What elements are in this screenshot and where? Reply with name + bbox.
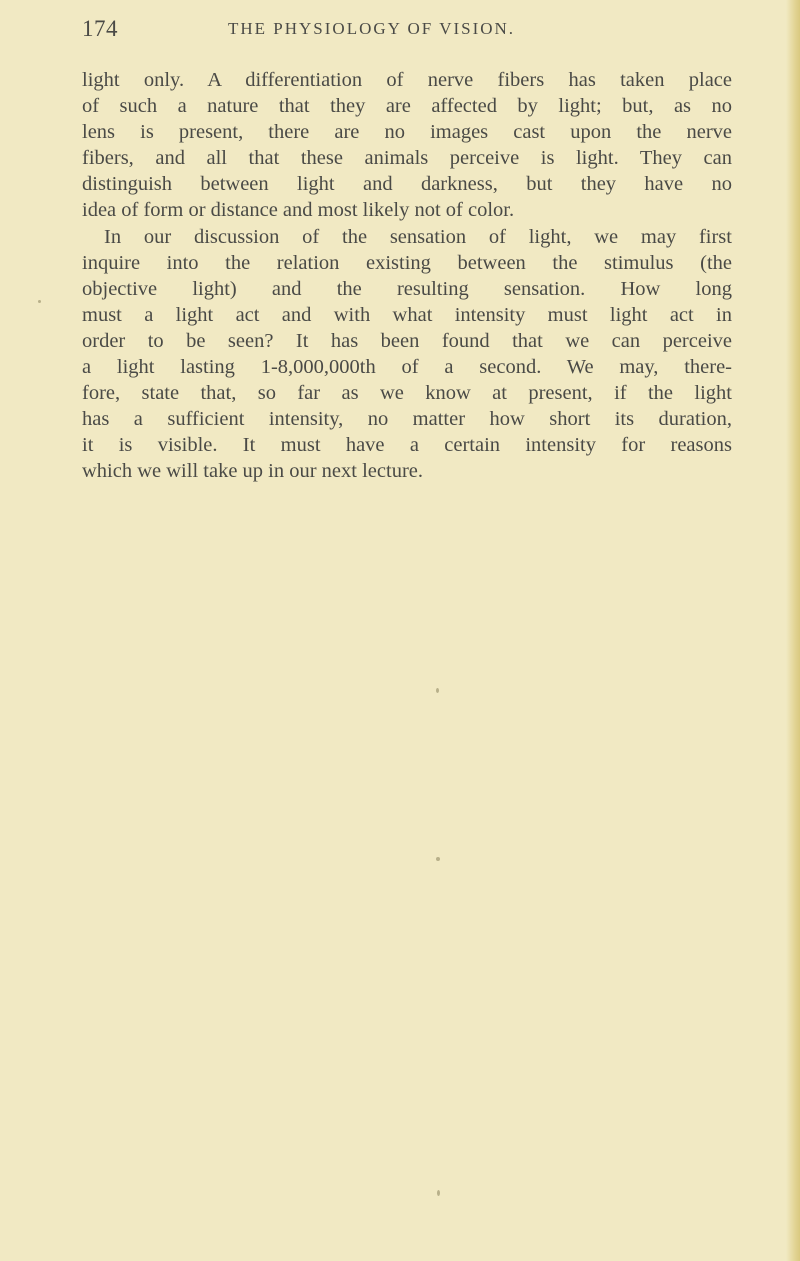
text-line: has a sufficient intensity, no matter how short its duration,: [82, 408, 732, 431]
text-line: order to be seen? It has been found that we can perceive: [82, 329, 732, 352]
running-title: THE PHYSIOLOGY OF VISION.: [228, 19, 516, 38]
text-line: it is visible. It must have a certain intensity for reasons: [82, 434, 732, 457]
paper-speck: [436, 688, 439, 693]
text-line: objective light) and the resulting sensation. How long: [82, 277, 732, 300]
paper-speck: [38, 300, 41, 303]
text-line: which we will take up in our next lecture.: [82, 460, 423, 483]
page-number: 174: [82, 16, 118, 41]
text-line: idea of form or distance and most likely not of color.: [82, 199, 515, 222]
text-line: light only. A differentiation of nerve fibers has taken place: [82, 69, 732, 91]
text-line: inquire into the relation existing between the stimulus (the: [82, 251, 732, 274]
page-edge: [786, 0, 800, 1261]
text-line: distinguish between light and darkness, but they have no: [82, 173, 732, 196]
text-line: fibers, and all that these animals perceive is light. They can: [82, 147, 732, 170]
text-line: a light lasting 1-8,000,000th of a second. We may, there-: [82, 356, 732, 379]
text-line: must a light act and with what intensity must light act in: [82, 303, 732, 326]
running-head: [82, 16, 732, 46]
text-line: fore, state that, so far as we know at present, if the light: [82, 382, 732, 405]
text-line: In our discussion of the sensation of light, we may first: [104, 225, 732, 248]
paper-speck: [437, 1190, 440, 1196]
body-text: [82, 67, 732, 485]
text-line: of such a nature that they are affected by light; but, as no: [82, 95, 732, 118]
text-line: lens is present, there are no images cast upon the nerve: [82, 121, 732, 144]
paper-speck: [436, 857, 440, 861]
